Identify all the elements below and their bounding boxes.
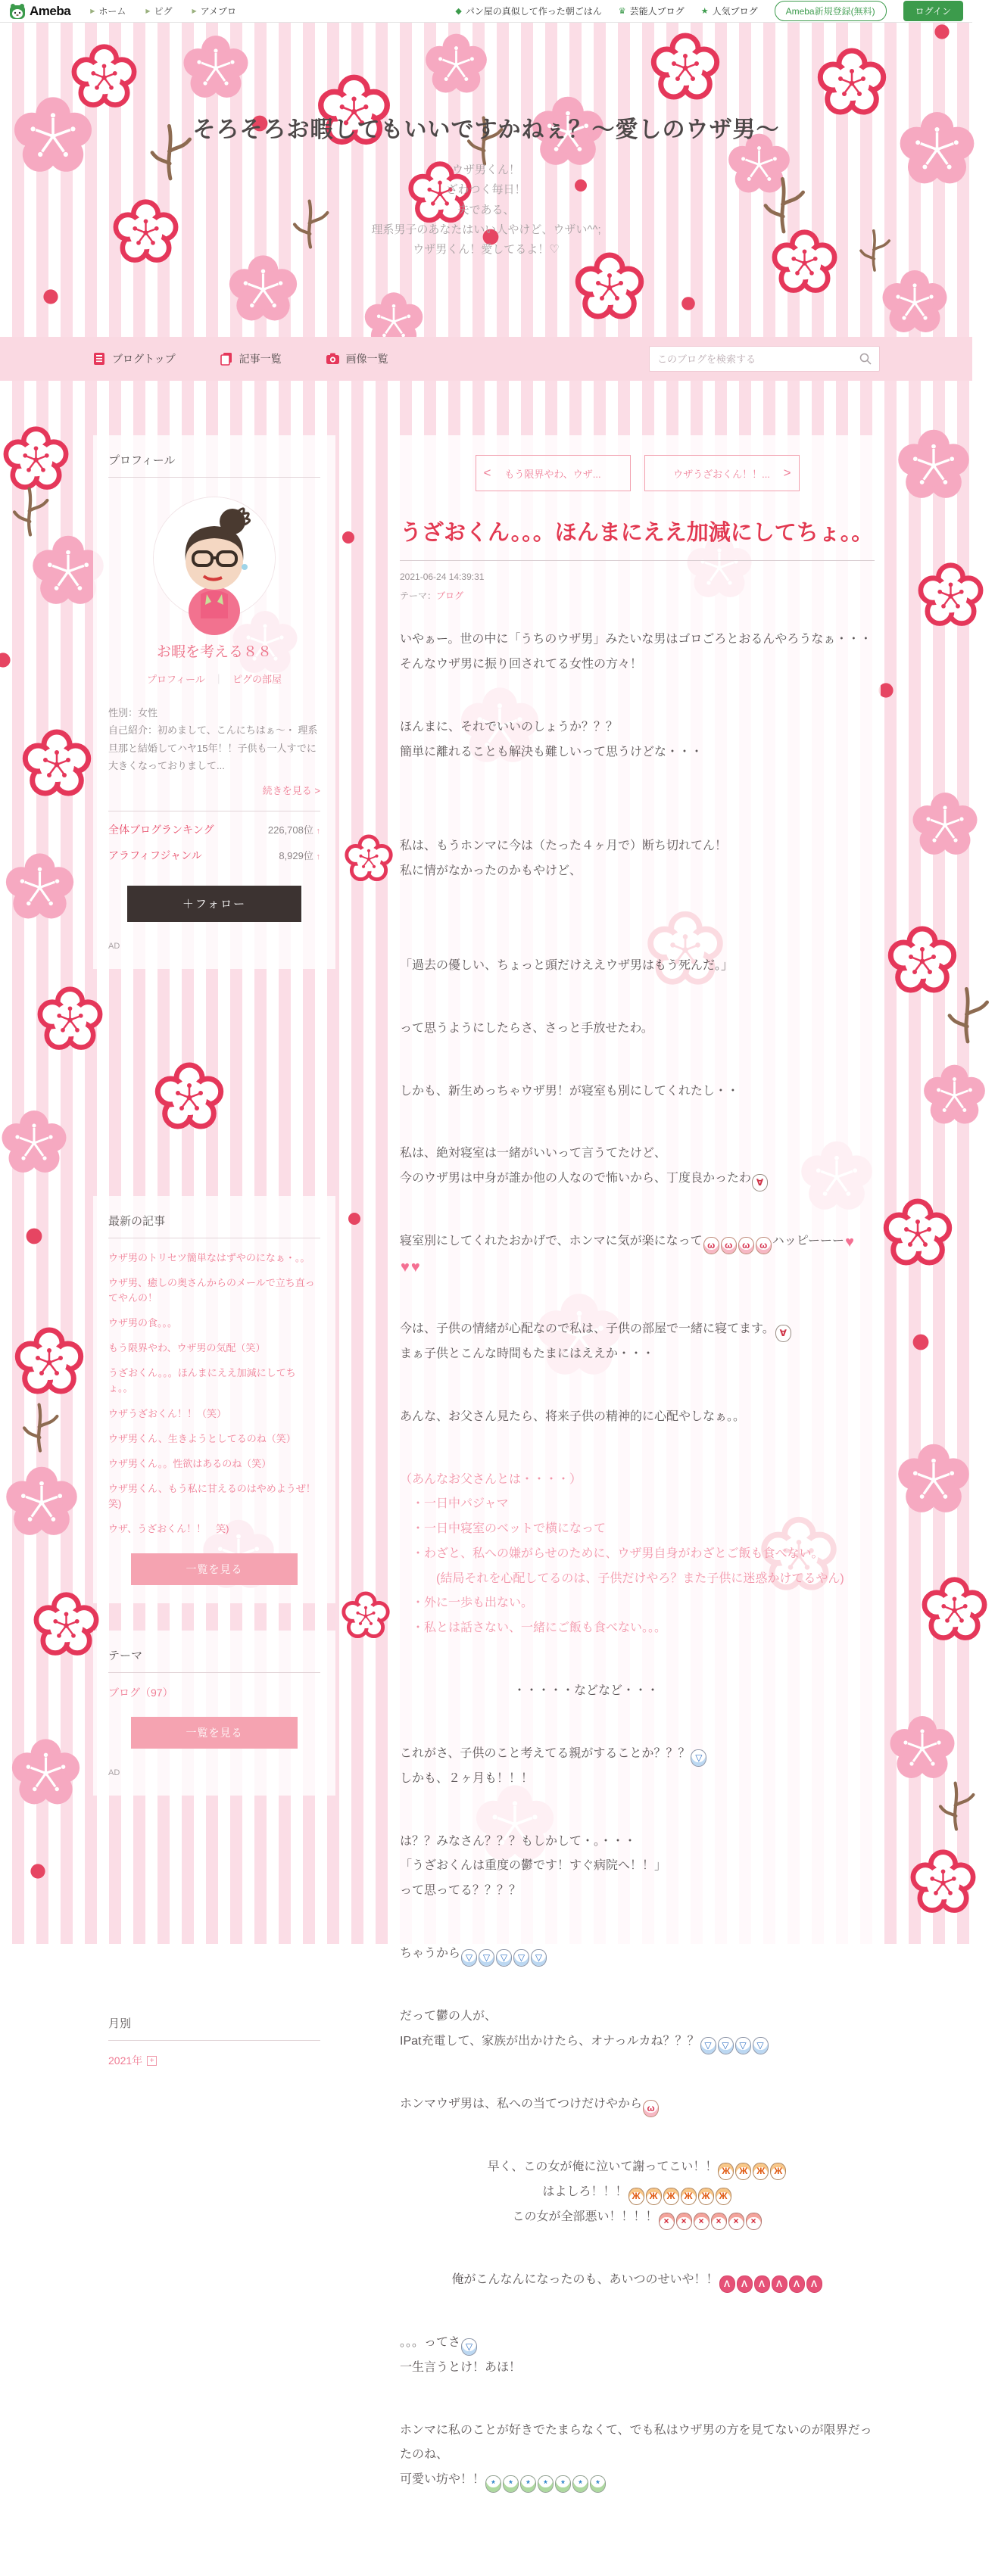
laugh-emoji-icon: ▽ [718,2037,734,2054]
article-paragraph [400,2331,875,2381]
divider: ｜ [214,674,224,685]
angry-emoji-icon: Ж [646,2188,662,2205]
article-line [400,1254,875,1279]
monthly-heading: 月別 [108,2015,320,2041]
recent-article-link[interactable]: ウザ、うざおくん！！ 笑) [108,1523,229,1535]
article-line: ホンマに私のことが好きでたまらなくて、でも私はウザ男の方を見てないのが限界だったのね、 [400,2423,872,2462]
chevron-right-icon: > [783,466,791,480]
article-line: 簡単に離れることも解決も難しいって思うけどな・・・ [400,745,703,758]
prev-article-button[interactable]: < もう限界やわ、ウザ... [476,455,631,491]
nav-image-list[interactable]: 画像一覧 [326,351,388,366]
top-navbar [0,0,972,23]
article-paragraph [400,2419,875,2493]
blog-top-icon [92,352,106,366]
recent-article-link[interactable]: ウザ男くん。。性欲はあるのね（笑） [108,1457,272,1469]
article-line: 今のウザ男は中身が誰か他の人なので怖いから、丁度良かったわ ∀ [400,1167,875,1191]
profile-heading: プロフィール [108,452,320,478]
pink-emoji-icon: Λ [806,2275,822,2293]
snail-emoji-icon: * [572,2475,588,2493]
recent-article-link[interactable]: ウザ男くん、もう私に甘えるのはやめようぜ！笑) [108,1482,316,1510]
rage-emoji-icon: × [676,2213,692,2230]
blog-header [0,23,972,337]
article-date: 2021-06-24 14:39:31 [400,572,485,583]
blog-description: ウザ男くん！ ざわつく毎日！ 夫である、 理系男子のあなたはいい人やけど、ウザい^^; ウザ男くん！愛してるよ！♡ [371,164,601,256]
article-line: ホンマウザ男は、私への当てつけだけやから ω [400,2092,875,2117]
ranking-row: アラフィフジャンル 8,929位 ↑ [108,849,320,861]
article-line: 私は、もうホンマに今は（たった４ヶ月で）断ち切れてん！ [400,839,728,853]
avatar-illustration [154,497,275,618]
nav-blog-top[interactable]: ブログトップ [92,351,176,366]
plum-flower-decoration [937,984,998,1045]
recent-article-link[interactable]: ウザ男の食。。。 [108,1316,178,1328]
ameba-logo[interactable] [9,3,70,20]
article-line: はよしろ！！！ Ж Ж Ж Ж Ж Ж [400,2180,875,2205]
profile-bio [108,704,320,775]
blog-title[interactable]: そろそろお暇してもいいですかねぇ？〜愛しのウザ男〜 [192,117,780,142]
plum-flower-decoration [884,1711,960,1786]
article-line: IPat充電して、家族が出かけたら、オナっルカね？？？ ▽ ▽ ▽ ▽ [400,2029,875,2054]
snail-emoji-icon: * [485,2475,501,2493]
plum-flower-decoration [0,1461,83,1544]
ameba-wordmark: Ameba [30,3,71,18]
recent-article-link[interactable]: ウザ男のトリセツ簡単なはずやのになぁ・。。 [108,1251,310,1263]
ad-label: AD [108,941,120,951]
theme-heading: テーマ [108,1647,320,1673]
article-line: 。。。ってさ ▽ [400,2331,875,2356]
blush-emoji-icon: ω [643,2100,659,2117]
laugh-emoji-icon: ▽ [700,2037,716,2054]
article-line: 一生言うとけ！あほ！ [400,2360,522,2374]
topbar-link-home[interactable]: ▶ ホーム [90,6,126,17]
article-paragraph [400,628,875,677]
topbar-promo-pickup[interactable]: ◆ パン屋の真似して作った朝ごはん [455,6,602,17]
snail-emoji-icon: * [590,2475,606,2493]
article-line: ・わざと、私への嫌がらせのために、ウザ男自身がわざとご飯も食べない。 [400,1547,824,1560]
snail-emoji-icon: * [555,2475,571,2493]
article-line: この女が全部悪い！！！！ × × × × × × [400,2205,875,2230]
rank-up-icon: ↑ [316,852,320,861]
blush-emoji-icon: ω [738,1237,754,1254]
nav-article-list[interactable]: 記事一覧 [220,351,282,366]
recent-articles-list [108,1251,320,1537]
signup-button[interactable]: Ameba新規登録(無料) [775,1,887,21]
angry-emoji-icon: Ж [628,2188,644,2205]
recent-article-link[interactable]: ウザ男くん、生きようとしてるのね（笑） [108,1432,296,1444]
article-paragraph [400,2155,875,2230]
topbar-promo-celebrity-blog[interactable]: ♛ 芸能人ブログ [618,6,685,17]
login-button[interactable]: ログイン [903,1,963,21]
laugh-emoji-icon: ▽ [531,1949,547,1967]
profile-links [108,671,320,686]
article-body [400,628,875,2493]
snail-emoji-icon: * [503,2475,519,2493]
plum-flower-decoration [29,1862,47,1880]
article-pager [397,455,878,491]
snail-emoji-icon: * [520,2475,536,2493]
article-paragraph [400,1742,875,1792]
recent-articles-widget [93,1196,335,1604]
rank-up-icon: ↑ [316,826,320,836]
article-paragraph [400,1229,875,1279]
theme-widget [93,1631,335,1796]
topbar-right [455,1,963,21]
angry-emoji-icon: Ж [681,2188,697,2205]
ranking-row: 全体ブログランキング 226,708位 ↑ [108,823,320,836]
article-title: うざおくん。。。ほんまにええ加減にしてちょ。。 [400,519,875,561]
angry-emoji-icon: Ж [698,2188,714,2205]
article-line: 俺がこんなんになったのも、あいつのせいや！！ Λ Λ Λ Λ Λ Λ [400,2268,875,2293]
plum-flower-decoration [907,1847,979,1919]
article-paragraph [400,715,875,765]
article-line: だって鬱の人が、 [400,2010,497,2023]
laugh-emoji-icon: ▽ [513,1949,529,1967]
article-line: ・外に一歩も出ない。 [400,1596,534,1610]
main-column [394,435,881,2576]
article-line: 「過去の優しい、ちょっと頭だけええウザ男はもう死んだ。」 [400,958,734,972]
plum-flower-decoration [918,1060,990,1132]
caret-icon: ▶ [192,8,197,14]
pink-emoji-icon: Λ [772,2275,787,2293]
blog-search-input[interactable] [657,354,859,365]
article-paragraph [400,1679,875,1704]
topbar-promo-popular-blog[interactable]: ★ 人気ブログ [700,6,758,17]
article-line: は？？みなさん？？？もしかして・。・・・ [400,1834,637,1848]
profile-intro: 自己紹介：初めまして、こんにちはぁ〜・ 理系旦那と結婚してハヤ15年！！子供も一人すでに大きくなっておりまして... [108,724,318,772]
crown-icon: ♛ [618,7,626,16]
article-line: これがさ、子供のこと考えてる親がすることか？？？ ▽ [400,1742,875,1767]
plum-flower-decoration [19,727,95,802]
monthly-widget [93,1998,335,2086]
grin-emoji-icon: ∀ [752,1174,768,1191]
article-line: 寝室別にしてくれたおかげで、ホンマに気が楽になって ω ω ω ω ハッピーーー♥ [400,1229,875,1254]
article-theme-link[interactable]: ブログ [436,590,464,602]
recent-article-link[interactable]: うざおくん。。。ほんまにええ加減にしてちょ。。 [108,1367,296,1394]
plum-flower-decoration [907,787,983,863]
article-line: ほんまに、それでいいのしょうか？？？ [400,720,619,734]
heart-emoji-icon: ♥ [401,1259,410,1276]
article-paragraph [400,1079,875,1104]
angry-emoji-icon: Ж [716,2188,731,2205]
laugh-emoji-icon: ▽ [753,2037,769,2054]
blush-emoji-icon: ω [721,1237,737,1254]
rage-emoji-icon: × [746,2213,762,2230]
topbar-link-ameblo[interactable]: ▶ アメブロ [192,6,236,17]
plum-flower-decoration [0,1105,72,1181]
article-line: ・私とは話さない、一緒にご飯も食べない。。。 [400,1621,667,1635]
article-line: まぁ子供とこんな時間もたまにはええか・・・ [400,1347,655,1360]
avatar-wrap [108,497,320,622]
heart-emoji-icon: ♥ [845,1234,854,1251]
snail-emoji-icon: * [538,2475,554,2493]
article-line: 早く、この女が俺に泣いて謝ってこい！！ Ж Ж Ж Ж [400,2155,875,2180]
recent-view-all-button[interactable]: 一覧を見る [131,1553,298,1585]
article-paragraph [400,834,875,884]
angry-emoji-icon: Ж [663,2188,679,2205]
article-line: 私は、絶対寝室は一緒がいいって言うてたけど、 [400,1147,667,1160]
article-list-icon [220,352,233,366]
ad-label: AD [108,1768,120,1778]
article-paragraph [400,1468,875,1642]
laugh-emoji-icon: ▽ [461,2338,477,2356]
angry-emoji-icon: Ж [718,2163,734,2180]
recent-article-link[interactable]: もう限界やわ、ウザ男の気配（笑） [108,1342,266,1354]
plum-flower-decoration [880,1196,956,1272]
rage-emoji-icon: × [711,2213,727,2230]
article-line: 可愛い坊や！！ * * * * * * * [400,2468,875,2493]
profile-link[interactable]: プロフィール [147,674,205,685]
next-article-button[interactable]: ウザうざおくん！！... > [644,455,800,491]
rage-emoji-icon: × [659,2213,675,2230]
rage-emoji-icon: × [694,2213,710,2230]
star-icon: ★ [700,7,709,16]
plum-flower-decoration [11,1325,87,1400]
expand-icon[interactable]: + [147,2056,157,2066]
article-line: ・一日中寝室のベットで横になって [400,1522,607,1536]
plum-flower-decoration [892,1438,975,1522]
article-line: しかも、新生めっちゃウザ男！が寝室も別にしてくれたし・・ [400,1084,739,1098]
article-line: しかも、２ヶ月も！！！ [400,1771,534,1785]
recent-article-link[interactable]: ウザ男、癒しの奥さんからのメールで立ち直ってやんの！ [108,1276,315,1304]
pigg-room-link[interactable]: ピグの部屋 [232,674,282,685]
plum-flower-decoration [892,424,975,507]
article-paragraph [400,2092,875,2117]
sparkle-icon: ◆ [455,7,462,16]
article-paragraph [400,1142,875,1191]
rage-emoji-icon: × [728,2213,744,2230]
heart-emoji-icon: ♥ [410,1259,420,1276]
article-line: ・一日中パジャマ [400,1497,509,1511]
plum-flower-decoration [30,1590,102,1662]
article-paragraph [400,1317,875,1367]
article-line: あんな、お父さん見たら、将来子供の精神的に心配やしなぁ。。 [400,1409,746,1423]
recent-articles-heading: 最新の記事 [108,1213,320,1238]
recent-article-link[interactable]: ウザうざおくん！！（笑） [108,1407,227,1419]
camera-icon [326,352,340,366]
article [397,519,878,2493]
chevron-left-icon: < [483,466,491,480]
article-paragraph [400,2004,875,2054]
angry-emoji-icon: Ж [770,2163,786,2180]
plum-flower-decoration [0,651,12,669]
ameba-mascot-icon [9,3,26,20]
blog-nav [0,337,972,381]
pink-emoji-icon: Λ [737,2275,753,2293]
profile-name[interactable]: お暇を考える８８ [156,644,272,660]
blog-search-box [649,346,880,372]
blush-emoji-icon: ω [703,1237,719,1254]
article-line: って思うようにしたらさ、さっと手放せたわ。 [400,1021,653,1035]
pink-emoji-icon: Λ [789,2275,805,2293]
laugh-emoji-icon: ▽ [479,1949,494,1967]
laugh-emoji-icon: ▽ [461,1949,477,1967]
topbar-link-pigg[interactable]: ▶ ピグ [145,6,173,17]
pink-emoji-icon: Λ [719,2275,735,2293]
follow-button[interactable]: ＋フォロー [127,886,301,922]
article-line: （あんなお父さんとは・・・・） [400,1472,582,1486]
laugh-emoji-icon: ▽ [496,1949,512,1967]
article-line: 今は、子供の情緒が心配なので私は、子供の部屋で一緒に寝てます。 ∀ [400,1317,875,1342]
plum-flower-decoration [6,1733,86,1813]
plum-flower-decoration [14,1400,67,1453]
article-line: 「うざおくんは重度の鬱です！すぐ病院へ！！」 [400,1859,667,1873]
theme-view-all-button[interactable]: 一覧を見る [131,1717,298,1749]
article-line: いやぁー。世の中に「うちのウザ男」みたいな男はゴロごろとおるんやろうなぁ・・・ [400,633,872,646]
plum-flower-decoration [930,1779,983,1832]
theme-link-blog[interactable]: ブログ（97） [108,1687,173,1699]
article-paragraph [400,2268,875,2293]
grin-emoji-icon: ∀ [775,1325,791,1342]
pink-emoji-icon: Λ [754,2275,770,2293]
content-area [93,435,881,2576]
article-theme: テーマ：ブログ [400,590,464,602]
article-paragraph [400,1405,875,1430]
article-line: 私に情がなかったのかもやけど、 [400,864,582,878]
blush-emoji-icon: ω [756,1237,772,1254]
angry-emoji-icon: Ж [735,2163,751,2180]
caret-icon: ▶ [90,8,95,14]
genre-ranking-link[interactable]: アラフィフジャンル [108,849,202,861]
profile-more-link[interactable]: 続きを見る > [262,784,320,796]
search-icon[interactable] [859,353,872,365]
angry-emoji-icon: Ж [753,2163,769,2180]
article-line: ちゃうから ▽ ▽ ▽ ▽ ▽ [400,1942,875,1967]
overall-ranking-link[interactable]: 全体ブログランキング [108,823,214,836]
sidebar [93,435,335,2086]
article-line: ・・・・・などなど・・・ [513,1684,660,1698]
profile-widget [93,435,335,969]
article-paragraph [400,1942,875,1967]
plum-flower-decoration [0,848,80,927]
article-paragraph [400,1830,875,1904]
plum-flower-decoration [911,1332,931,1352]
monthly-year-link[interactable]: 2021年 + [108,2053,320,2068]
article-paragraph [400,954,875,979]
profile-gender: 性別：女性 [108,707,158,718]
plum-flower-decoration [4,484,57,537]
article-line: (結局それを心配してるのは、子供だけやろ？また子供に迷惑かけてるやん) [400,1571,844,1585]
laugh-emoji-icon: ▽ [735,2037,751,2054]
avatar[interactable] [154,497,275,618]
plum-flower-decoration [915,560,987,632]
laugh-emoji-icon: ▽ [691,1749,706,1767]
plum-flower-decoration [24,1226,44,1246]
article-line: って思ってる？？？？ [400,1884,522,1898]
caret-icon: ▶ [145,8,151,14]
article-paragraph [400,1017,875,1042]
article-line: そんなウザ男に振り回されてる女性の方々！ [400,657,643,671]
plum-flower-decoration [918,1575,990,1646]
